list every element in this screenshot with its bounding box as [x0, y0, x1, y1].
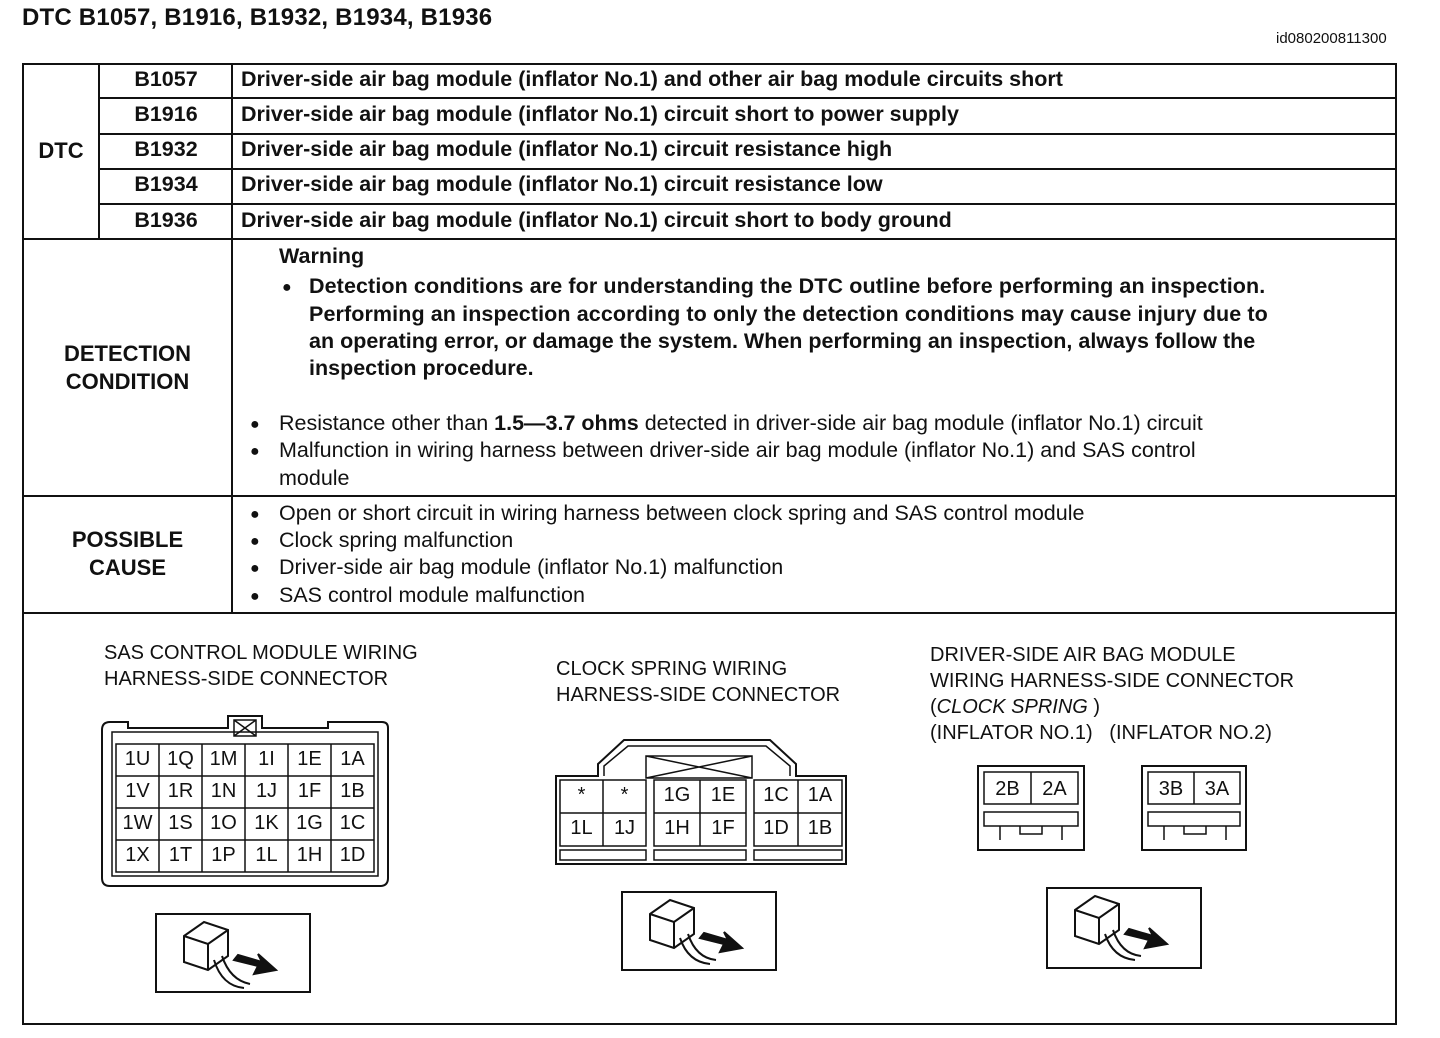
- pin-label: 1H: [296, 844, 323, 866]
- pin-label: 1B: [340, 780, 365, 802]
- pin-label: 1U: [124, 748, 151, 770]
- warning-text-line: Detection conditions are for understanding the DTC outline before performing an inspection.: [309, 274, 1266, 298]
- cause-label-line: CAUSE: [88, 555, 166, 580]
- pin-label: 3B: [1158, 778, 1184, 800]
- bullet-icon: ●: [250, 533, 260, 550]
- dtc-code: B1934: [134, 172, 198, 196]
- pin-label: 1R: [167, 780, 194, 802]
- cause-label-line: POSSIBLE: [71, 527, 184, 552]
- cause-item: Clock spring malfunction: [279, 528, 514, 552]
- pin-label: 1G: [296, 812, 323, 834]
- pin-label: *: [620, 784, 629, 806]
- pin-label: 1X: [125, 844, 150, 866]
- warning-text-line: an operating error, or damage the system. When performing an inspection, always follow the: [309, 329, 1256, 353]
- detection-label-line: DETECTION: [63, 341, 192, 366]
- pin-label: 1V: [125, 780, 150, 802]
- pin-label: 1S: [168, 812, 193, 834]
- pin-label: 1D: [339, 844, 366, 866]
- pin-label: 1D: [763, 817, 789, 839]
- pin-label: 1E: [710, 784, 736, 806]
- dtc-code: B1932: [134, 137, 198, 161]
- page-title: DTC B1057, B1916, B1932, B1934, B1936: [22, 4, 493, 31]
- cause-item: SAS control module malfunction: [279, 583, 585, 607]
- dtc-label: DTC: [38, 138, 84, 163]
- detection-malfunction-line: Malfunction in wiring harness between driver-side air bag module (inflator No.1) and SAS control: [279, 438, 1196, 462]
- sas-view-box: [156, 914, 310, 992]
- cause-item: Driver-side air bag module (inflator No.1) malfunction: [279, 555, 784, 579]
- pin-label: 1N: [210, 780, 237, 802]
- resistance-prefix: Resistance other than: [279, 411, 495, 435]
- pin-label: 2B: [995, 778, 1020, 800]
- caption-line: HARNESS-SIDE CONNECTOR: [104, 668, 389, 690]
- pin-label: 2A: [1042, 778, 1067, 800]
- bullet-icon: ●: [250, 416, 260, 433]
- dtc-description: Driver-side air bag module (inflator No.1) and other air bag module circuits short: [241, 67, 1063, 91]
- pin-label: 1Q: [167, 748, 194, 770]
- inflator1-label: (INFLATOR NO.1): [930, 722, 1093, 744]
- pin-label: 1C: [339, 812, 366, 834]
- dtc-code: B1936: [134, 208, 198, 232]
- pin-label: 1F: [711, 817, 735, 839]
- caption-italic: CLOCK SPRING: [936, 696, 1088, 718]
- dtc-description: Driver-side air bag module (inflator No.1) circuit short to body ground: [241, 208, 952, 232]
- document-id: id080200811300: [1276, 30, 1387, 47]
- clock-view-box: [622, 892, 776, 970]
- pin-label: 3A: [1204, 778, 1230, 800]
- dtc-description: Driver-side air bag module (inflator No.1) circuit resistance high: [241, 137, 893, 161]
- resistance-value: 1.5—3.7 ohms: [494, 411, 639, 435]
- caption-line: WIRING HARNESS-SIDE CONNECTOR: [930, 670, 1295, 692]
- warning-title: Warning: [279, 244, 365, 268]
- resistance-suffix: detected in driver-side air bag module (inflator No.1) circuit: [638, 411, 1203, 435]
- pin-label: 1E: [297, 748, 322, 770]
- warning-text-line: inspection procedure.: [309, 356, 534, 380]
- inflator2-label: (INFLATOR NO.2): [1109, 722, 1272, 744]
- pin-label: 1A: [340, 748, 365, 770]
- bullet-icon: ●: [250, 560, 260, 577]
- pin-label: 1C: [763, 784, 789, 806]
- caption-line: CLOCK SPRING WIRING: [556, 658, 788, 680]
- detection-malfunction-line: module: [279, 466, 350, 490]
- pin-label: 1T: [168, 844, 193, 866]
- dtc-description: Driver-side air bag module (inflator No.1) circuit resistance low: [241, 172, 883, 196]
- clock-latch-icon: [646, 756, 752, 778]
- warning-text-line: Performing an inspection according to only the detection conditions may cause injury due to: [309, 302, 1268, 326]
- view-direction-icon: [650, 900, 742, 964]
- caption-line: (CLOCK SPRING ): [930, 696, 1101, 718]
- pin-label: 1L: [255, 844, 278, 866]
- pin-label: 1I: [258, 748, 275, 770]
- detection-label-line: CONDITION: [65, 369, 190, 394]
- dtc-description: Driver-side air bag module (inflator No.1) circuit short to power supply: [241, 102, 959, 126]
- pin-label: *: [577, 784, 586, 806]
- sas-latch-icon: [234, 720, 256, 736]
- pin-label: 1B: [807, 817, 833, 839]
- pin-label: 1G: [663, 784, 691, 806]
- driver-view-box: [1047, 888, 1201, 968]
- caption-line: DRIVER-SIDE AIR BAG MODULE: [930, 644, 1236, 666]
- pin-label: 1H: [664, 817, 690, 839]
- pin-label: 1K: [254, 812, 279, 834]
- pin-label: 1F: [297, 780, 322, 802]
- dtc-code: B1057: [134, 67, 198, 91]
- pin-label: 1J: [255, 780, 278, 802]
- view-direction-icon: [184, 922, 276, 988]
- caption-line: SAS CONTROL MODULE WIRING: [104, 642, 418, 664]
- pin-label: 1O: [210, 812, 237, 834]
- pin-label: 1J: [613, 817, 636, 839]
- view-direction-icon: [1075, 896, 1167, 960]
- caption-line: HARNESS-SIDE CONNECTOR: [556, 684, 841, 706]
- pin-label: 1L: [570, 817, 593, 839]
- pin-label: 1M: [209, 748, 238, 770]
- pin-label: 1W: [122, 812, 153, 834]
- cause-item: Open or short circuit in wiring harness between clock spring and SAS control module: [279, 501, 1085, 525]
- pin-label: 1A: [807, 784, 833, 806]
- bullet-icon: ●: [282, 279, 292, 296]
- dtc-code: B1916: [134, 102, 198, 126]
- bullet-icon: ●: [250, 588, 260, 605]
- pin-label: 1P: [211, 844, 236, 866]
- bullet-icon: ●: [250, 443, 260, 460]
- bullet-icon: ●: [250, 506, 260, 523]
